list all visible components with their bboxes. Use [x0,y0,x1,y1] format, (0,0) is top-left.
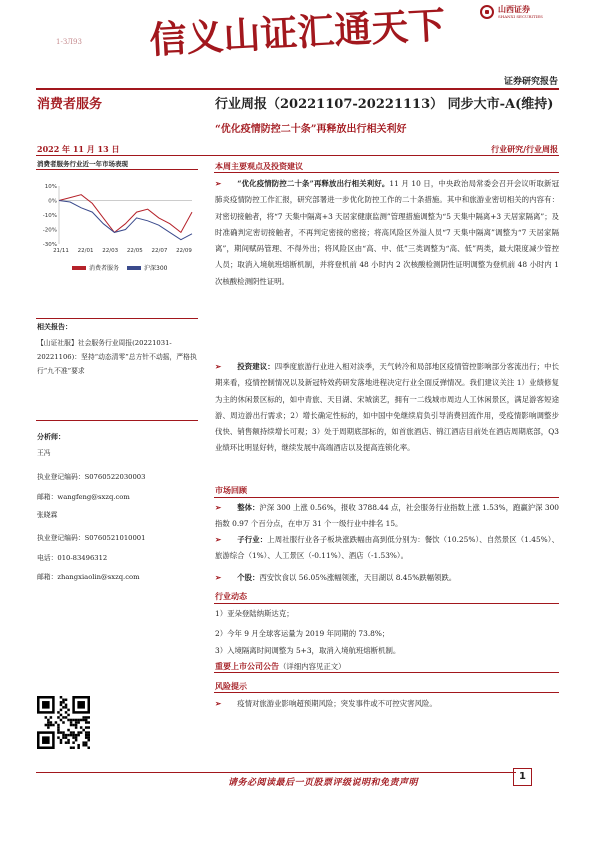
market-subsectors [215,532,559,565]
bullet-icon: ➢ [215,362,222,371]
bullet-icon: ➢ [215,535,222,544]
x-tick-label: 22/09 [176,248,192,254]
analyst-name: 王冯 [37,449,51,457]
legend-swatch [127,266,141,270]
paragraph-lead: 投资建议： [237,362,275,371]
risk-text [215,696,559,712]
stamp: 1-ЗЛ93 [56,38,82,46]
related-label: 相关报告： [37,322,72,331]
section-heading-views: 本周主要观点及投资建议 [215,161,303,171]
section-heading-risk: 风险提示 [215,681,247,691]
paragraph-lead: “优化疫情防控二十条”再释放出行相关利好。 [237,179,390,188]
bullet-icon: ➢ [215,699,222,708]
dynamics-item: 1）亚朵登陆纳斯达克； [215,609,294,618]
section-heading-dynamics: 行业动态 [215,591,247,601]
companies-note: （详细内容见正文） [279,662,346,671]
bullet-icon: ➢ [215,503,222,512]
paragraph-lead: 整体： [237,503,260,512]
section-divider [214,603,559,604]
y-tick-label: -30% [42,242,57,248]
section-heading-companies [215,661,346,672]
paragraph-body: 上周社服行业各子板块涨跌幅由高到低分别为：餐饮（10.25%）、自然景区（1.45%）、旅游综合（1%）、人工景区（-0.11%）、酒店（-1.53%）。 [215,535,559,561]
paragraph-advice [215,359,559,457]
analyst-email[interactable]: 邮箱：zhangxiaolin@sxzq.com [37,573,140,581]
header-divider [36,88,559,90]
brand-slogan: 信义山证汇通天下 [148,2,447,62]
bullet-icon: ➢ [215,573,222,582]
section-divider [214,672,559,673]
dynamics-item: 3）入境隔离时间调整为 5+3，取消入境航班熔断机制。 [215,646,401,655]
legend-swatch [72,266,86,270]
x-tick-label: 21/11 [53,248,69,254]
report-category: 行业研究/行业周报 [491,144,558,154]
series-line [59,201,192,240]
company-logo [480,5,543,19]
analyst-cert: 执业登记编码：S0760521010001 [37,534,146,542]
performance-chart [37,178,197,283]
analyst-name: 张晓霖 [37,511,58,519]
paragraph-policy [215,176,559,290]
section-heading-market: 市场回顾 [215,485,247,495]
sector-label: 消费者服务 [37,97,103,112]
page-number: 1 [513,768,532,786]
section-divider [214,172,559,173]
dynamics-item: 2）今年 9 月全球客运量为 2019 年同期的 73.8%； [215,629,390,638]
y-tick-label: 10% [44,184,57,190]
sidebar-divider [36,318,198,319]
companies-heading: 重要上市公司公告 [215,661,279,671]
legend-label: 消费者服务 [89,265,120,272]
analyst-email[interactable]: 邮箱：wangfeng@sxzq.com [37,493,130,501]
paragraph-lead: 子行业： [237,535,268,544]
sidebar-divider [36,169,198,170]
market-stocks [215,570,559,586]
y-tick-label: -10% [42,213,57,219]
report-date: 2022 年 11 月 13 日 [37,144,120,154]
sidebar-divider [36,420,198,421]
paragraph-body: 西安饮食以 56.05%涨幅领涨，天目湖以 8.45%跌幅领跌。 [259,573,457,582]
footer-divider [36,772,516,773]
x-tick-label: 22/05 [126,248,143,254]
x-tick-label: 22/03 [102,248,119,254]
section-divider [214,497,559,498]
logo-icon [480,5,494,19]
paragraph-body: 四季度旅游行业进入相对淡季，天气转冷和局部地区疫情管控影响部分客流出行；中长期来看，疫情控制情况以及新冠特效药研发落地进程决定行业全面反弹情况。我们建议关注 1）业绩修复为主的休闲景区标的，如中青旅、天目湖、宋城演艺，拥有一二线城市周边人工休闲景区，满足游客短途游、周边游出行需求；2）增长确定性标的，如中国中免继续肩负引导消费回流作用，受疫情影响调整步伐快、销售额持续增长可观；3）处于周期底部标的，如首旅酒店、锦江酒店目前处在酒店周期底部，Q3 业绩环比明显好转，继续发展中高端酒店以及提高连锁化率。 [215,362,559,453]
paragraph-body: 11 月 10 日，中央政治局常委会召开会议听取新冠肺炎疫情防控工作汇报，研究部署进一步优化防控工作的二十条措施。其中和旅游业密切相关的内容有：对密切接触者，将“7 天集中隔离+3 天居家健康监测”管理措施调整为“5 天集中隔离+3 天居家隔离”；及时准确判定密切接触者，不再判定密接的密接；将高风险区外溢人员“7 天集中隔离”调整为“7 天居家隔离”，期间赋码管理、不得外出；将风险区由“高、中、低”三类调整为“高、低”两类，最大限度减少管控人员；取消入境航班熔断机制，并将登机前 48 小时内 2 次核酸检测阴性证明调整为登机前 48 小时内 1 次核酸检测阴性证明。 [215,179,559,286]
paragraph-body: 疫情对旅游业影响超预期风险；突发事件或不可控灾害风险。 [237,699,437,708]
bullet-icon: ➢ [215,179,222,188]
date-divider [36,155,559,156]
market-overall [215,500,559,533]
legend-label: 沪深300 [144,265,168,272]
y-tick-label: 0% [48,198,57,205]
analyst-cert: 执业登记编码：S0760522030003 [37,473,146,481]
related-report[interactable]: 【山证社服】社会服务行业周报(20221031-20221106)：坚持“动态清零”总方针不动摇，严格执行“九不准”要求 [37,339,197,375]
report-type: 证券研究报告 [503,77,558,87]
section-divider [214,692,559,693]
analyst-label: 分析师： [37,432,65,441]
x-tick-label: 22/01 [77,248,94,254]
qr-code [37,696,90,749]
company-name: 山西证券 [498,4,530,14]
paragraph-body: 沪深 300 上涨 0.56%，报收 3788.44 点，社会服务行业指数上涨 1.53%，跑赢沪深 300 指数 0.97 个百分点，在申万 31 个一级行业中排名 15。 [215,503,559,529]
analyst-phone: 电话：010-83496312 [37,554,108,562]
company-name-en: SHANXI SECURITIES [498,14,543,19]
report-title: 行业周报（20221107-20221113） 同步大市-A(维持) [215,97,554,112]
footer-notice[interactable]: 请务必阅读最后一页股票评级说明和免责声明 [228,778,419,788]
chart-title: 消费者服务行业近一年市场表现 [37,160,128,168]
y-tick-label: -20% [42,227,57,234]
paragraph-lead: 个股： [237,573,260,582]
x-tick-label: 22/07 [151,248,168,254]
report-subtitle: “优化疫情防控二十条”再释放出行相关利好 [215,124,407,135]
